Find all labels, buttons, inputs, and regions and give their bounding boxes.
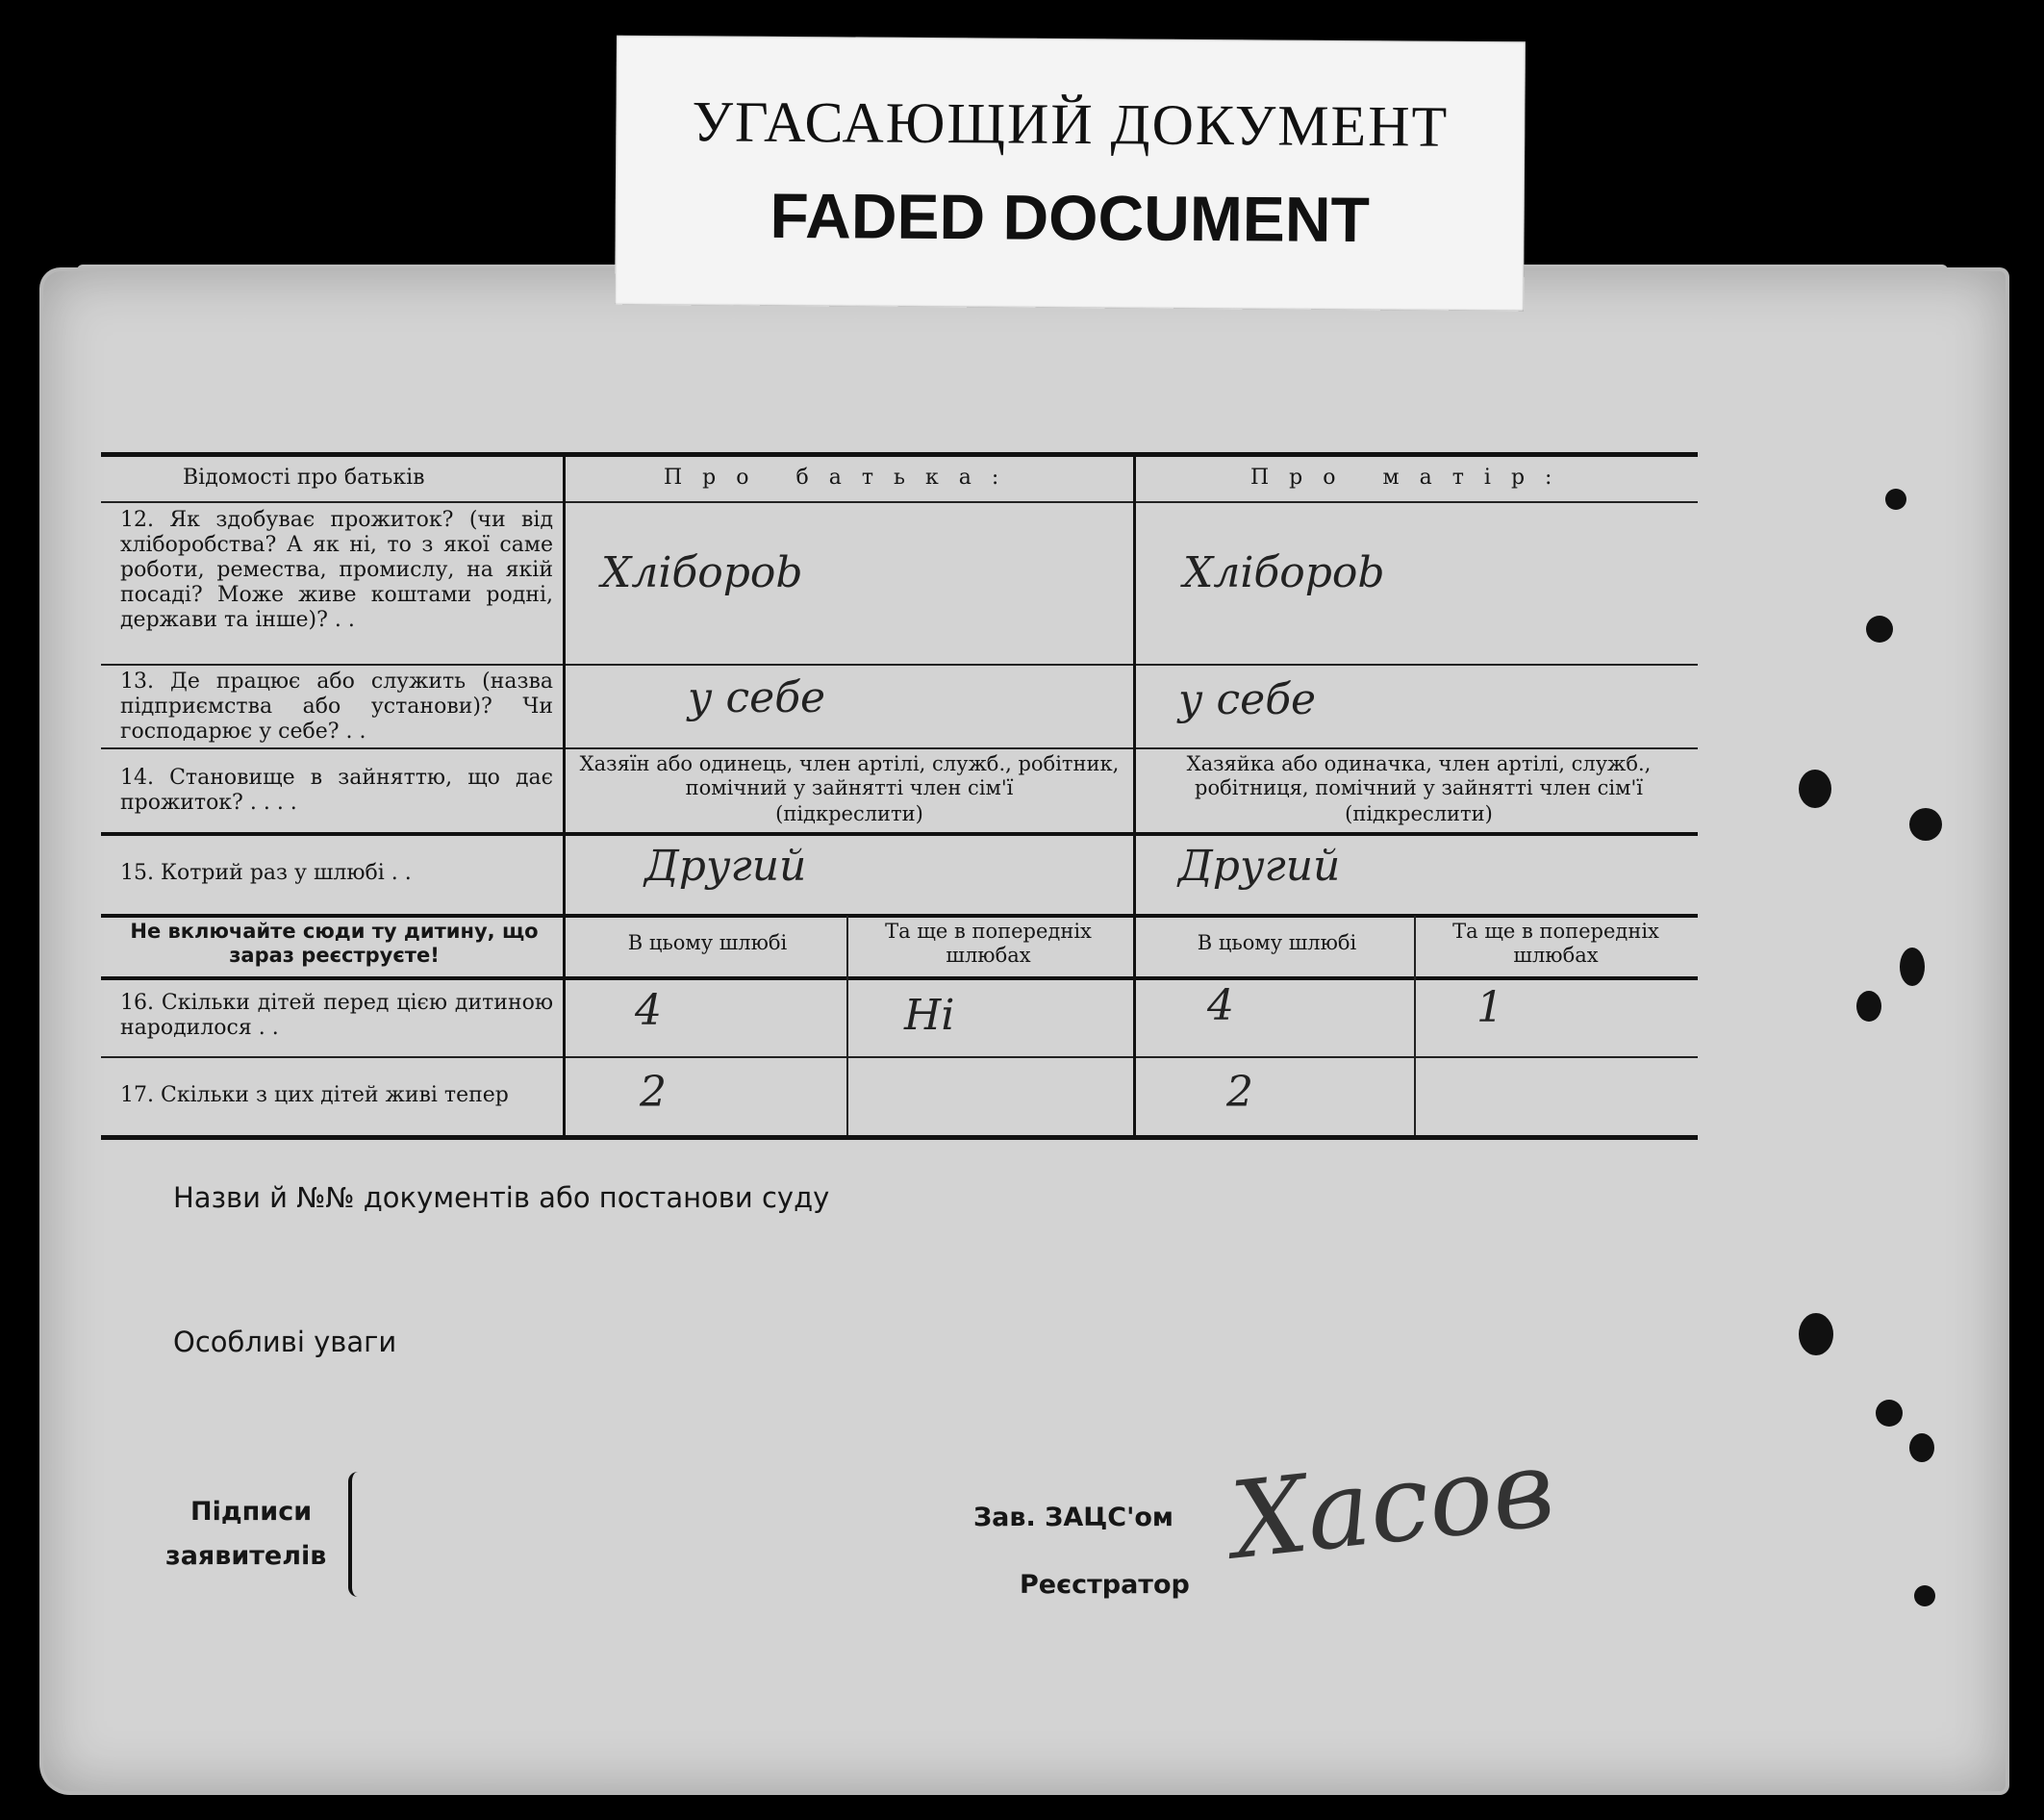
- exclude-child-warning: Не включайте сюди ту дитину, що зараз реєструєте!: [130, 920, 539, 967]
- father-children-prev: Ні: [904, 991, 955, 1040]
- remarks-label: Особливі уваги: [173, 1326, 397, 1358]
- punch-hole: [1799, 1313, 1833, 1355]
- header-father: Про батька:: [664, 466, 1020, 490]
- column-divider: [563, 452, 566, 1135]
- father-livelihood: Хліборob: [601, 548, 803, 597]
- table-rule: [101, 664, 1698, 666]
- question-14: 14. Становище в зайняттю, що дає прожиток? . . . .: [120, 766, 553, 815]
- mother-prev-marriages-header: Та ще в попередніх шлюбах: [1452, 920, 1659, 967]
- question-17: 17. Скільки з цих дітей живі тепер: [120, 1083, 509, 1107]
- father-prev-marriages-header: Та ще в попередніх шлюбах: [885, 920, 1092, 967]
- punch-hole: [1856, 991, 1881, 1022]
- mother-workplace: у себе: [1178, 675, 1317, 724]
- father-workplace: у себе: [688, 673, 826, 722]
- mother-employment-options: Хазяйка або одиначка, член артілі, служб., робітниця, помічний у зайнятті член сім'ї: [1186, 752, 1652, 799]
- table-rule: [101, 832, 1698, 836]
- table-rule: [101, 501, 1698, 503]
- label-ru: УГАСАЮЩИЙ ДОКУМЕНТ: [692, 89, 1450, 159]
- column-divider: [1414, 916, 1416, 1135]
- table-rule: [101, 1135, 1698, 1140]
- punch-hole: [1914, 1585, 1935, 1606]
- table-rule: [101, 1056, 1698, 1058]
- documents-label: Назви й №№ документів або постанови суду: [173, 1181, 830, 1214]
- mother-livelihood: Хліборob: [1183, 548, 1385, 597]
- table-rule: [101, 914, 1698, 918]
- father-employment-options: Хазяїн або одинець, член артілі, служб., робітник, помічний у зайнятті член сім'ї: [579, 752, 1120, 799]
- mother-children-this: 4: [1207, 981, 1234, 1030]
- father-children-this: 4: [635, 986, 662, 1035]
- header-mother: Про матір:: [1250, 466, 1573, 490]
- question-15: 15. Котрий раз у шлюбі . .: [120, 861, 412, 885]
- table-rule: [101, 976, 1698, 980]
- mother-marriage-count: Другий: [1178, 842, 1341, 891]
- mother-children-prev: 1: [1476, 983, 1503, 1032]
- father-marriage-count: Другий: [644, 842, 807, 891]
- label-en: FADED DOCUMENT: [770, 179, 1371, 256]
- signatures-brace: [348, 1472, 366, 1597]
- signatures-label-1: Підписи: [190, 1497, 313, 1527]
- table-rule: [101, 452, 1698, 457]
- table-rule: [101, 747, 1698, 749]
- head-label: Зав. ЗАЦС'ом: [973, 1503, 1173, 1532]
- punch-hole: [1909, 808, 1942, 841]
- faded-document-label: [615, 36, 1526, 312]
- punch-hole: [1866, 616, 1893, 643]
- father-children-alive: 2: [640, 1068, 667, 1117]
- column-divider: [846, 916, 848, 1135]
- header-parents-info: Відомості про батьків: [183, 466, 425, 490]
- mother-this-marriage-header: В цьому шлюбі: [1197, 931, 1357, 954]
- registrar-label: Реєстратор: [1020, 1570, 1190, 1600]
- head-signature: Хасов: [1225, 1426, 1560, 1583]
- mother-children-alive: 2: [1226, 1068, 1253, 1117]
- mother-underline-note: (підкреслити): [1345, 802, 1493, 825]
- punch-hole: [1900, 948, 1925, 986]
- father-underline-note: (підкреслити): [775, 802, 923, 825]
- punch-hole: [1909, 1433, 1934, 1462]
- question-16: 16. Скільки дітей перед цією дитиною народилося . .: [120, 991, 553, 1040]
- punch-hole: [1876, 1400, 1903, 1427]
- punch-hole: [1799, 770, 1831, 808]
- signatures-label-2: заявителів: [165, 1541, 327, 1571]
- punch-hole: [1885, 489, 1906, 510]
- question-12: 12. Як здобуває прожиток? (чи від хліборобства? А як ні, то з якої саме роботи, ремества, промислу, на якій посаді? Може живе коштами родні, держави та інше)? . .: [120, 508, 553, 632]
- question-13: 13. Де працює або служить (назва підприємства або установи)? Чи господарює у себе? . .: [120, 670, 553, 744]
- father-this-marriage-header: В цьому шлюбі: [627, 931, 788, 954]
- column-divider: [1133, 452, 1136, 1135]
